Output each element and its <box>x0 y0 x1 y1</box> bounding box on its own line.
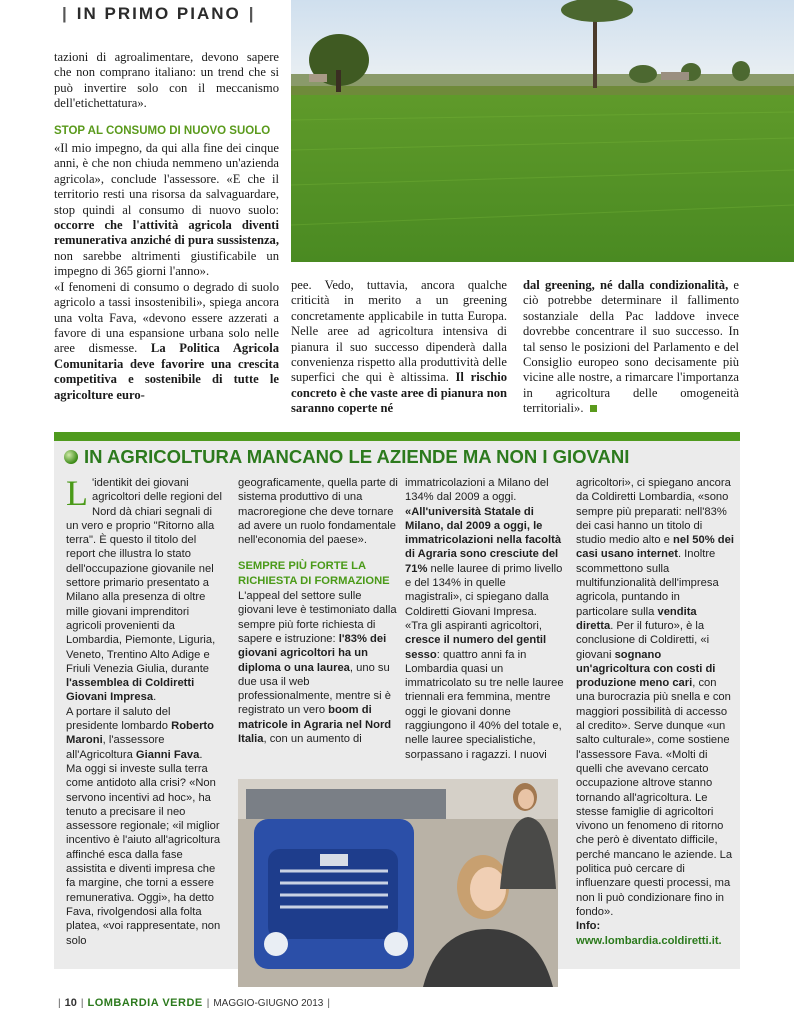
box-column-2 <box>238 476 398 746</box>
paragraph <box>54 280 279 403</box>
section-label <box>54 4 264 28</box>
separator: | <box>58 998 61 1009</box>
section-title: IN PRIMO PIANO <box>76 4 241 23</box>
box-title-text: IN AGRICOLTURA MANCANO LE AZIENDE MA NON I GIOVANI <box>84 446 630 467</box>
bold-text: «All'università Statale di Milano, dal 2009 a oggi, le immatricolazioni nella facoltà di Agraria sono cresciute del 71% <box>405 505 562 575</box>
text-run: L'appeal del settore sulle giovani leve è testimoniato dalla sempre più forte richiesta di sapere e istruzione: <box>238 590 397 645</box>
text-run: pee. Vedo, tuttavia, ancora qualche criticità in merito a un greening concretamente applicabile in tutta Europa. Nelle aree ad agricoltura intensiva di pianura il suo successo dipenderà dalla convenienza rispetto alla produttività delle superfici che qui è altissima. <box>291 278 507 385</box>
text-run: , con un aumento di <box>263 733 362 746</box>
bold-text: La Politica Agricola Comunitaria deve favorire una crescita competitiva e sostenibile di tutte le agricolture euro- <box>54 341 279 402</box>
info-label: Info: <box>576 920 601 933</box>
bold-text: boom di matricole in Agraria nel Nord Italia <box>238 704 392 746</box>
bold-text: sognano un'agricoltura con costi di produzione meno cari <box>576 648 716 690</box>
issue-date: MAGGIO-GIUGNO 2013 <box>213 998 324 1009</box>
paragraph <box>238 589 398 746</box>
bold-text: cresce il numero del gentil sesso <box>405 634 547 661</box>
paragraph <box>66 473 224 705</box>
paragraph <box>405 505 565 619</box>
paragraph <box>576 476 734 919</box>
bold-text: vendita diretta <box>576 605 697 632</box>
paragraph <box>405 619 565 762</box>
text-run: «I fenomeni di consumo o degrado di suolo agricolo a tassi insostenibili», spiega ancora una volta Fava, «devono essere azzerati a favore di una espansione urbana solo nelle aree dismesse. <box>54 279 279 356</box>
separator: | <box>248 4 256 23</box>
text-run: . <box>153 691 157 704</box>
paragraph: geograficamente, quella parte di sistema produttivo di una macroregione che deve tornare ad avere un ruolo fondamentale nell'economia del paese». <box>238 477 398 547</box>
separator: | <box>62 4 69 23</box>
info-line <box>576 934 734 948</box>
text-run: . Inoltre scommettono sulla multifunzionalità dell'impresa agricola, puntando in particolare sulla <box>576 548 719 618</box>
box-column-1 <box>66 473 224 948</box>
separator: | <box>206 998 210 1009</box>
paragraph: Ma oggi si investe sulla terra come antidoto alla crisi? «Non servono incentivi ad hoc», ha tenuto a precisare il neo assessore regionale; «il miglior incentivo è l'aiuto all'agricoltura affinché esca dalla fase assistita e diventi impresa che fa margine, che torni a essere remunerativa. Oggi», ha detto Fava, rivolgendosi alla folta platea, «voi rappresentate, non solo <box>66 762 221 947</box>
article-column-3 <box>523 278 739 417</box>
page-footer <box>54 997 334 1013</box>
info-line <box>576 919 734 933</box>
text-run: nelle lauree di primo livello e del 134% in quelle magistrali», ci spiegano dalla Coldiretti Giovani Impresa. <box>405 562 563 618</box>
bold-text: Roberto Maroni <box>66 720 214 747</box>
text-run: . <box>199 748 203 761</box>
end-of-article-mark <box>590 405 597 412</box>
paragraph: immatricolazioni a Milano del 134% dal 2009 a oggi. <box>405 477 549 504</box>
bold-text: l'83% dei giovani agricoltori ha un diploma o una laurea <box>238 632 387 674</box>
text-run: agricoltori», ci spiegano ancora da Coldiretti Lombardia, «sono sempre più preparati: nell'83% dei casi hanno un titolo di studio medio alto e <box>576 477 731 547</box>
text-run: 'identikit dei giovani agricoltori delle regioni del Nord dà chiari segnali di un vero e proprio "Ritorno alla terra". È questo il titolo del report che illustra lo stato dell'occupazione giovanile nel settore primario presentato a Milano alla presenza di oltre mille giovani imprenditori agricoli provenienti da Lombardia, Piemonte, Liguria, Veneto, Trentino Alto Adige e Friuli Venezia Giulia, durante <box>66 477 222 675</box>
paragraph <box>54 141 279 280</box>
drop-cap: L <box>66 473 88 513</box>
bold-text: Gianni Fava <box>135 748 200 761</box>
info-link[interactable]: www.lombardia.coldiretti.it. <box>576 934 722 947</box>
magazine-name: LOMBARDIA VERDE <box>87 997 203 1009</box>
page-number: 10 <box>64 997 77 1009</box>
bold-text: occorre che l'attività agricola diventi remunerativa anziché di pura sussistenza, <box>54 218 279 248</box>
paragraph <box>66 705 224 762</box>
text-run: e ciò potrebbe determinare il fallimento sostanziale della Pac laddove invece dovrebbe concentrare il suo successo. In tal senso le posizioni del Parlamento e del Consiglio europeo sono decisamente più vicine alle nostre, a rimarcare l'importanza in agricoltura delle omogeneità territoriali». <box>523 278 739 416</box>
article-column-1 <box>54 50 279 403</box>
text-run: , l'assessore all'Agricoltura <box>66 734 165 761</box>
subheading: SEMPRE PIÙ FORTE LA RICHIESTA DI FORMAZIONE <box>238 560 390 587</box>
text-run: «Il mio impegno, da qui alla fine dei cinque anni, è che non chiuda nemmeno un'azienda agricola», conclude l'assessore. «E che il territorio resti una risorsa da salvaguardare, stop quindi al consumo di nuovo suolo: <box>54 141 279 217</box>
box-column-4 <box>576 476 734 948</box>
bold-text: Il rischio concreto è che vaste aree di pianura non saranno coperte né <box>291 370 507 416</box>
separator: | <box>80 998 84 1009</box>
text-run: non sarebbe altrimenti giustificabile un impegno di 365 giorni l'anno». <box>54 248 279 279</box>
article-column-2 <box>291 278 507 417</box>
tractor-photo <box>238 779 558 987</box>
text-run: A portare il saluto del presidente lombardo <box>66 705 172 733</box>
text-run: «Tra gli aspiranti agricoltori, <box>405 619 542 632</box>
bold-text: dal greening, né dalla condizionalità, <box>523 278 729 292</box>
text-run: , con una burocrazia più snella e con maggiori possibilità di accesso al credito». Serve dunque «un salto culturale», come sostiene l'assessore Fava. «Molti di quelli che avevano cercato occupazione altrove stanno tornando all'agricoltura. Le stesse famiglie di agricoltori vivono un fenomeno di ritorno che però è diventato difficile, perché mancano le aziende. La politica può cercare di influenzare questi processi, ma non li può condizionare fino in fondo». <box>576 677 733 918</box>
paragraph: tazioni di agroalimentare, devono sapere che non comprano italiano: un trend che si può invertire solo con il meccanismo dell'etichettatura». <box>54 50 279 111</box>
box-title <box>64 446 734 474</box>
separator: | <box>327 998 330 1009</box>
tractor-illustration <box>238 779 558 987</box>
text-run: , uno su due usa il web professionalmente, mentre si è registrato un vero <box>238 661 391 717</box>
bullet-icon <box>64 450 78 464</box>
text-run: . Per il futuro», è la conclusione di Coldiretti, «i giovani <box>576 619 710 661</box>
bold-text: nel 50% dei casi usano internet <box>576 534 734 561</box>
text-run: : quattro anni fa in Lombardia quasi un immatricolato su tre nelle lauree triennali era femmina, mentre oggi le giovani donne raggiungono il 40% del totale e, nelle lauree specialistiche, sorpassano i ragazzi. I nuovi <box>405 648 564 761</box>
paragraph <box>291 278 507 417</box>
rice-field-illustration <box>291 0 794 262</box>
box-column-3 <box>405 476 565 762</box>
rice-field-photo <box>291 0 794 262</box>
paragraph <box>523 278 739 417</box>
box-top-rule <box>54 432 740 441</box>
bold-text: l'assemblea di Coldiretti Giovani Impresa <box>66 677 195 704</box>
subheading: STOP AL CONSUMO DI NUOVO SUOLO <box>54 124 271 137</box>
